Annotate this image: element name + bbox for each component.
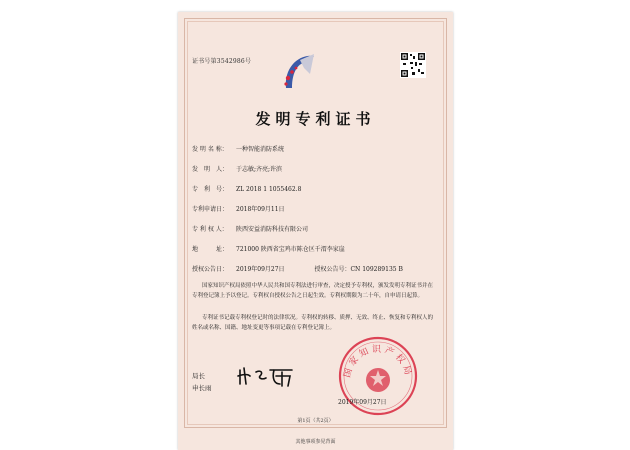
paragraph-legal-status: 专利证书记载专利权登记时的法律状况。专利权的转移、质押、无效、终止、恢复和专利权人的姓名或名称、国籍、地址变更等事项记载在专利登记簿上。: [192, 315, 434, 331]
cnipa-logo-icon: [278, 48, 322, 94]
field-patentee: 专 利 权 人： 陕西安益消防科技有限公司: [192, 226, 309, 233]
svg-text:国家知识产权局: 国家知识产权局: [342, 345, 414, 379]
signature-labels: [192, 370, 212, 394]
field-patent-number: 专 利 号： ZL 2018 1 1055462.8: [192, 186, 302, 193]
field-grant-date: 授权公告日： 2019年09月27日 授权公告号：CN 109289135 B: [192, 266, 403, 273]
certificate-title: 发明专利证书: [255, 110, 376, 128]
field-address: 地 址： 721000 陕西省宝鸡市陈仓区千渭李家崖: [192, 246, 345, 253]
certificate-number: 证书号第3542986号: [192, 58, 252, 65]
page-number: 第1页（共2页）: [297, 418, 334, 424]
seal-date: 2019年09月27日: [338, 399, 387, 406]
certificate-paper: [178, 12, 453, 450]
grant-publication-number: 授权公告号：CN 109289135 B: [314, 266, 403, 273]
director-title: 局长: [192, 372, 205, 380]
director-name: 申长雨: [192, 384, 212, 392]
footer-note: 其他事项参见背面: [295, 439, 336, 445]
field-invention-name: 发 明 名 称： 一种智能消防系统: [192, 146, 285, 153]
paragraph-grant-statement: 国家知识产权局依照中华人民共和国专利法进行审查，决定授予专利权，颁发发明专利证书并在专利登记簿上予以登记。专利权自授权公告之日起生效。专利权期限为二十年，自申请日起算。: [192, 283, 434, 299]
director-signature: [236, 364, 296, 388]
field-inventors: 发 明 人： 于志敏;齐亮;许滨: [192, 166, 283, 173]
qr-code-icon: [400, 52, 426, 78]
field-application-date: 专利申请日： 2018年09月11日: [192, 206, 285, 213]
